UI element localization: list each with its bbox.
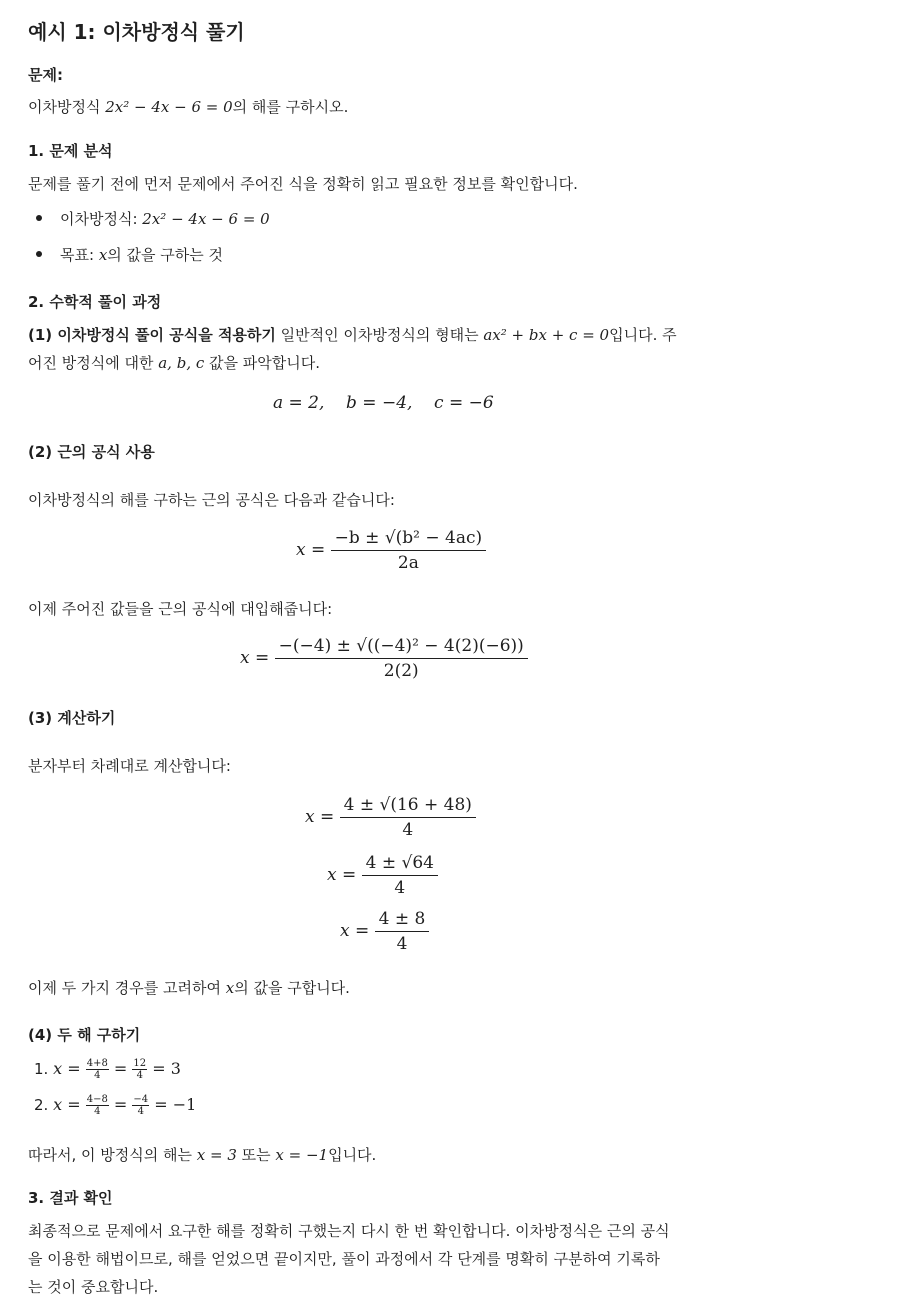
solution-fraction (132, 1094, 149, 1117)
solution-item: 2. x = $\frac{4-8}{4}$ = $\frac{-4}{4}$ = −1 (34, 1094, 197, 1117)
solution-fraction (86, 1058, 109, 1081)
step1-text-a: 일반적인 이차방정식의 형태는 (275, 326, 484, 344)
conclusion-a: 따라서, 이 방정식의 해는 (28, 1146, 197, 1164)
step3-heading: (3) 계산하기 (28, 709, 116, 727)
conclusion-c: 입니다. (328, 1146, 377, 1164)
solution-lhs: x = (53, 1059, 81, 1078)
step3-text2-a: 이제 두 가지 경우를 고려하여 (28, 979, 226, 997)
conclusion (28, 1144, 376, 1165)
step3-text2-b: 의 값을 구합니다. (234, 979, 350, 997)
step1-line2-a: 어진 방정식에 대한 (28, 354, 159, 372)
calc-fraction (362, 853, 438, 898)
section1-heading: 1. 문제 분석 (28, 142, 113, 160)
step1-math-a: ax² + bx + c = 0 (483, 326, 610, 344)
bullet-marker (36, 251, 42, 257)
sfrac-den: 4 (94, 1070, 101, 1081)
step4-heading: (4) 두 해 구하기 (28, 1026, 141, 1044)
calc-lhs: x = (305, 807, 335, 827)
section3-heading: 3. 결과 확인 (28, 1189, 113, 1207)
section3-line: 을 이용한 해법이므로, 해를 얻었으면 끝이지만, 풀이 과정에서 각 단계를 명확히 구분하여 기록하 (28, 1250, 660, 1268)
bullet-item-goal (60, 244, 223, 265)
step1-line2-b: 값을 파악합니다. (204, 354, 321, 372)
problem-label: 문제: (28, 66, 63, 84)
solution-marker: 1. (34, 1060, 49, 1078)
step2-heading: (2) 근의 공식 사용 (28, 443, 155, 461)
sfrac-den: 4 (136, 1070, 143, 1081)
calc-denominator: 4 (402, 820, 414, 840)
solution-item: 1. x = $\frac{4+8}{4}$ = $\frac{12}{4}$ = 3 (34, 1058, 181, 1081)
calc-line (327, 853, 438, 898)
calc-lhs: x = (340, 921, 370, 941)
solution-lhs: x = (53, 1095, 81, 1114)
bullet-suffix: 의 값을 구하는 것 (107, 246, 224, 264)
step1-bold: (1) 이차방정식 풀이 공식을 적용하기 (28, 326, 276, 344)
formula-fraction (331, 528, 487, 573)
step2-text2: 이제 주어진 값들을 근의 공식에 대입해줍니다: (28, 600, 333, 618)
conclusion-b: 또는 (236, 1146, 276, 1164)
bullet-marker (36, 215, 42, 221)
bullet-math: x (98, 246, 108, 264)
calc-lhs: x = (327, 865, 357, 885)
sfrac-num: −4 (133, 1094, 149, 1105)
calc-denominator: 4 (394, 878, 406, 898)
solution-fraction (86, 1094, 109, 1117)
calc-numerator: 4 ± √64 (362, 853, 438, 876)
step1-line1 (28, 324, 677, 345)
step1-text-b: 입니다. 주 (609, 326, 677, 344)
step2-text1: 이차방정식의 해를 구하는 근의 공식은 다음과 같습니다: (28, 491, 395, 509)
bullet-label: 이차방정식: (60, 210, 143, 228)
section3-line: 최종적으로 문제에서 요구한 해를 정확히 구했는지 다시 한 번 확인합니다. 이차방정식은 근의 공식 (28, 1222, 670, 1240)
step1-math-b: a, b, c (158, 354, 205, 372)
bullet-item-equation (60, 208, 270, 229)
calc-line (305, 795, 476, 840)
sub-numerator: −(−4) ± √((−4)² − 4(2)(−6)) (275, 636, 528, 659)
solution-marker: 2. (34, 1096, 49, 1114)
problem-text-suffix: 의 해를 구하시오. (232, 98, 349, 116)
sfrac-den: 4 (94, 1106, 101, 1117)
calc-numerator: 4 ± 8 (375, 909, 430, 932)
formula-numerator: −b ± √(b² − 4ac) (331, 528, 487, 551)
bullet-label: 목표: (60, 246, 99, 264)
sfrac-den: 4 (137, 1106, 144, 1117)
page-title: 예시 1: 이차방정식 풀기 (28, 20, 245, 44)
calc-fraction (375, 909, 430, 954)
problem-text-prefix: 이차방정식 (28, 98, 106, 116)
conclusion-math1: x = 3 (196, 1146, 237, 1164)
coefficients-display: a = 2, b = −4, c = −6 (273, 393, 494, 413)
calc-line (340, 909, 429, 954)
sfrac-num: 12 (133, 1058, 147, 1069)
step3-text2 (28, 977, 350, 998)
sfrac-num: 4−8 (86, 1094, 108, 1105)
section3-line: 는 것이 중요합니다. (28, 1278, 159, 1296)
problem-equation: 2x² − 4x − 6 = 0 (105, 98, 233, 116)
substituted-formula (240, 636, 528, 681)
sub-denominator: 2(2) (383, 661, 419, 681)
quadratic-formula (296, 528, 486, 573)
step1-line2 (28, 352, 320, 373)
bullet-math: 2x² − 4x − 6 = 0 (142, 210, 270, 228)
calc-denominator: 4 (396, 934, 408, 954)
section1-text: 문제를 풀기 전에 먼저 문제에서 주어진 식을 정확히 읽고 필요한 정보를 확인합니다. (28, 175, 578, 193)
formula-lhs: x = (296, 540, 326, 560)
section2-heading: 2. 수학적 풀이 과정 (28, 293, 162, 311)
calc-fraction (340, 795, 476, 840)
sub-lhs: x = (240, 648, 270, 668)
solution-result: = 3 (152, 1059, 181, 1078)
step3-text2-math: x (225, 979, 235, 997)
solution-result: = −1 (154, 1095, 197, 1114)
sub-fraction (275, 636, 528, 681)
formula-denominator: 2a (397, 553, 419, 573)
solution-fraction (132, 1058, 147, 1081)
sfrac-num: 4+8 (86, 1058, 108, 1069)
problem-statement (28, 96, 348, 117)
step3-text1: 분자부터 차례대로 계산합니다: (28, 757, 231, 775)
conclusion-math2: x = −1 (275, 1146, 329, 1164)
calc-numerator: 4 ± √(16 + 48) (340, 795, 476, 818)
